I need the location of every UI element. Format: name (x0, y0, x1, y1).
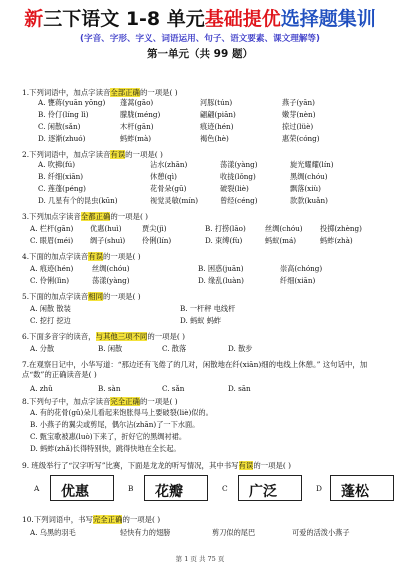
q1-d-word4: 惠荣(cóng) (282, 134, 320, 143)
q9-option-d[interactable] (330, 475, 394, 501)
question-10: 10.下列词语中，书写完全正确的一项是( ) (22, 515, 161, 524)
q3-d-word3: 蚂蚱(zhà) (320, 236, 353, 245)
q9-word-d: 蓬松 (341, 484, 369, 500)
question-7: 7.在观察日记中，小华写道：“那边还有飞倦了的几对，闲散地在纤(xiān)细的电线上休憩。” 这句话中，加点“数”的正确读音是( ) (22, 360, 368, 379)
q10-a-phrase4: 可爱的活泼小燕子 (292, 528, 350, 537)
q1-b-word4: 嫩芽(nèn) (282, 110, 316, 119)
q1-a-word2: 蓬蒿(gāo) (120, 98, 154, 107)
q9-word-b: 花瓣 (155, 484, 183, 500)
question-8: 8.下列句子中，加点字读音完全正确的一项是( ) (22, 397, 178, 406)
title-part-new: 新 (24, 8, 44, 30)
q1-c-word4: 掠过(lüè) (282, 122, 314, 131)
q4-c-word2: 荡漾(yàng) (92, 276, 130, 285)
q2-option-b[interactable]: B. 纤细(xiān) (38, 172, 84, 181)
q1-b-word2: 朦胧(méng) (120, 110, 161, 119)
q3-option-b[interactable]: B. 打捞(lāo) (205, 224, 246, 233)
q6-option-c[interactable]: C. 散落 (162, 344, 187, 353)
q10-a-phrase2: 轻快有力的翅膀 (120, 528, 171, 537)
q8-option-a[interactable]: A. 有的花骨(gǔ)朵儿看起来饱胀得马上要破裂(liè)似的。 (30, 408, 213, 417)
q7-option-d[interactable]: D. sān (228, 384, 251, 393)
page-footer: 第 1 页 共 75 页 (175, 555, 225, 563)
page-title (0, 4, 400, 31)
q9-label-a: A (34, 484, 40, 493)
q1-b-word3: 翩翩(piān) (200, 110, 236, 119)
q4-option-c[interactable]: C. 伶俐(lìn) (30, 276, 70, 285)
q2-option-c[interactable]: C. 莲蓬(péng) (38, 184, 86, 193)
q2-d-word2: 视觉灵敏(mín) (150, 196, 199, 205)
q2-option-a[interactable]: A. 吹拂(fú) (38, 160, 76, 169)
q4-option-a[interactable]: A. 痕迹(hén) (30, 264, 74, 273)
q1-c-word2: 木杆(gān) (120, 122, 154, 131)
q10-option-a[interactable]: A. 乌黑的羽毛 (30, 528, 76, 537)
question-1: 1.下列词语中，加点字读音全部正确的一项是( ) (22, 88, 178, 97)
q1-option-c[interactable]: C. 闲散(sǎn) (38, 122, 81, 131)
q2-d-word3: 曾经(céng) (220, 196, 258, 205)
q2-b-word4: 黑绸(chóu) (290, 172, 328, 181)
q3-b-word2: 丝绸(chóu) (265, 224, 303, 233)
q1-c-word3: 痕迹(hén) (200, 122, 234, 131)
q1-option-d[interactable]: D. 逐渐(zhuó) (38, 134, 86, 143)
q4-d-word2: 纤细(xiān) (280, 276, 316, 285)
q9-label-c: C (222, 484, 228, 493)
q1-a-word4: 燕子(yān) (282, 98, 315, 107)
unit-heading: 第一单元（共 99 题） (147, 48, 253, 60)
q9-label-d: D (316, 484, 322, 493)
q2-b-word2: 休憩(qì) (150, 172, 177, 181)
page-subtitle: (字音、字形、字义、词语运用、句子、语文要素、课文理解等) (80, 34, 320, 44)
q2-c-word2: 花骨朵(gū) (150, 184, 187, 193)
q1-a-word3: 河豚(tún) (200, 98, 233, 107)
q6-option-d[interactable]: D. 散步 (228, 344, 253, 353)
q8-option-b[interactable]: B. 小燕子的翼尖或剪尾，偶尔沾(zhān)了一下水面。 (30, 420, 200, 429)
question-4: 4.下面的加点字读音有误的一项是( ) (22, 252, 141, 261)
q3-option-c[interactable]: C. 眼眉(méi) (30, 236, 74, 245)
q2-c-word3: 破裂(liè) (220, 184, 249, 193)
question-6: 6.下面多音字的读音，与其他三项不同的一项是( ) (22, 332, 186, 341)
title-part-grade: 三下语文 1-8 单元 (43, 8, 205, 30)
q9-option-a[interactable] (50, 475, 114, 501)
title-part-basics: 基础提优 (204, 8, 281, 30)
q6-option-a[interactable]: A. 分散 (30, 344, 55, 353)
q10-a-phrase3: 剪刀似的尾巴 (212, 528, 256, 537)
q9-option-b[interactable] (144, 475, 208, 501)
q3-d-word2: 蚂蚁(má) (265, 236, 297, 245)
q2-a-word2: 沾水(zhān) (150, 160, 188, 169)
q3-b-word3: 投掷(zhèng) (320, 224, 362, 233)
q2-d-word4: 款款(kuǎn) (290, 196, 328, 205)
q9-label-b: B (128, 484, 134, 493)
q2-c-word4: 飘落(xiù) (290, 184, 321, 193)
q2-a-word3: 荡漾(yàng) (220, 160, 258, 169)
question-9: 9. 班级举行了“汉字听写”比赛，下面是龙龙的听写情况，其中书写有误的一项是( ) (22, 461, 291, 470)
q2-b-word3: 收拢(lǒng) (220, 172, 256, 181)
q6-option-b[interactable]: B. 闲散 (98, 344, 123, 353)
q1-option-b[interactable]: B. 伶仃(líng lì) (38, 110, 89, 119)
q2-a-word4: 旋光耀耀(lín) (290, 160, 334, 169)
q3-a-word3: 贾尖(jì) (142, 224, 167, 233)
q8-option-c[interactable]: C. 甄宝歌被惠(luò)下来了，折好它的黑绸衬裙。 (30, 432, 187, 441)
q3-a-word2: 优惠(huì) (90, 224, 122, 233)
q3-option-a[interactable]: A. 栏杆(gān) (30, 224, 74, 233)
q5-option-b[interactable]: B. 一杆秤 电线杆 (180, 304, 236, 313)
q1-option-a[interactable]: A. 甕蒋(yuān yōng) (38, 98, 106, 107)
question-5: 5.下面的加点字读音相同的一项是( ) (22, 292, 141, 301)
q3-option-d[interactable]: D. 束缚(fù) (205, 236, 243, 245)
q7-option-b[interactable]: B. sàn (98, 384, 121, 393)
q9-option-c[interactable] (238, 475, 302, 501)
q9-word-a: 优惠 (61, 484, 89, 500)
q5-option-c[interactable]: C. 挖打 挖边 (30, 316, 71, 325)
q4-a-word2: 丝绸(chóu) (92, 264, 130, 273)
title-part-choice: 选择题集训 (280, 8, 376, 30)
q4-option-d[interactable]: D. 缘乱(luàn) (198, 276, 244, 285)
q4-b-word2: 崇高(chóng) (280, 264, 323, 273)
q3-c-word2: 绸子(shuì) (90, 236, 126, 245)
q1-d-word2: 蚂蚱(mà) (120, 134, 152, 143)
question-2: 2.下列词语中，加点字读音有误的一项是( ) (22, 150, 163, 159)
q1-d-word3: 褐色(hè) (200, 134, 229, 143)
q5-option-a[interactable]: A. 闲散 散装 (30, 304, 71, 313)
q3-c-word3: 伶俐(lín) (142, 236, 172, 245)
q5-option-d[interactable]: D. 蚂蚁 蚂蚱 (180, 316, 222, 325)
q2-option-d[interactable]: D. 几星有个的昆虫(kūn) (38, 196, 118, 205)
q7-option-c[interactable]: C. sǎn (162, 384, 185, 393)
q8-option-d[interactable]: D. 蚂蚱(zhǎ)长得特别快，跳得快地在全长起。 (30, 444, 181, 453)
q4-option-b[interactable]: B. 困惑(juān) (198, 264, 244, 273)
q7-option-a[interactable]: A. zhǔ (30, 384, 53, 393)
question-3: 3.下列加点字读音全都正确的一项是( ) (22, 212, 149, 221)
q9-word-c: 广泛 (249, 484, 277, 500)
